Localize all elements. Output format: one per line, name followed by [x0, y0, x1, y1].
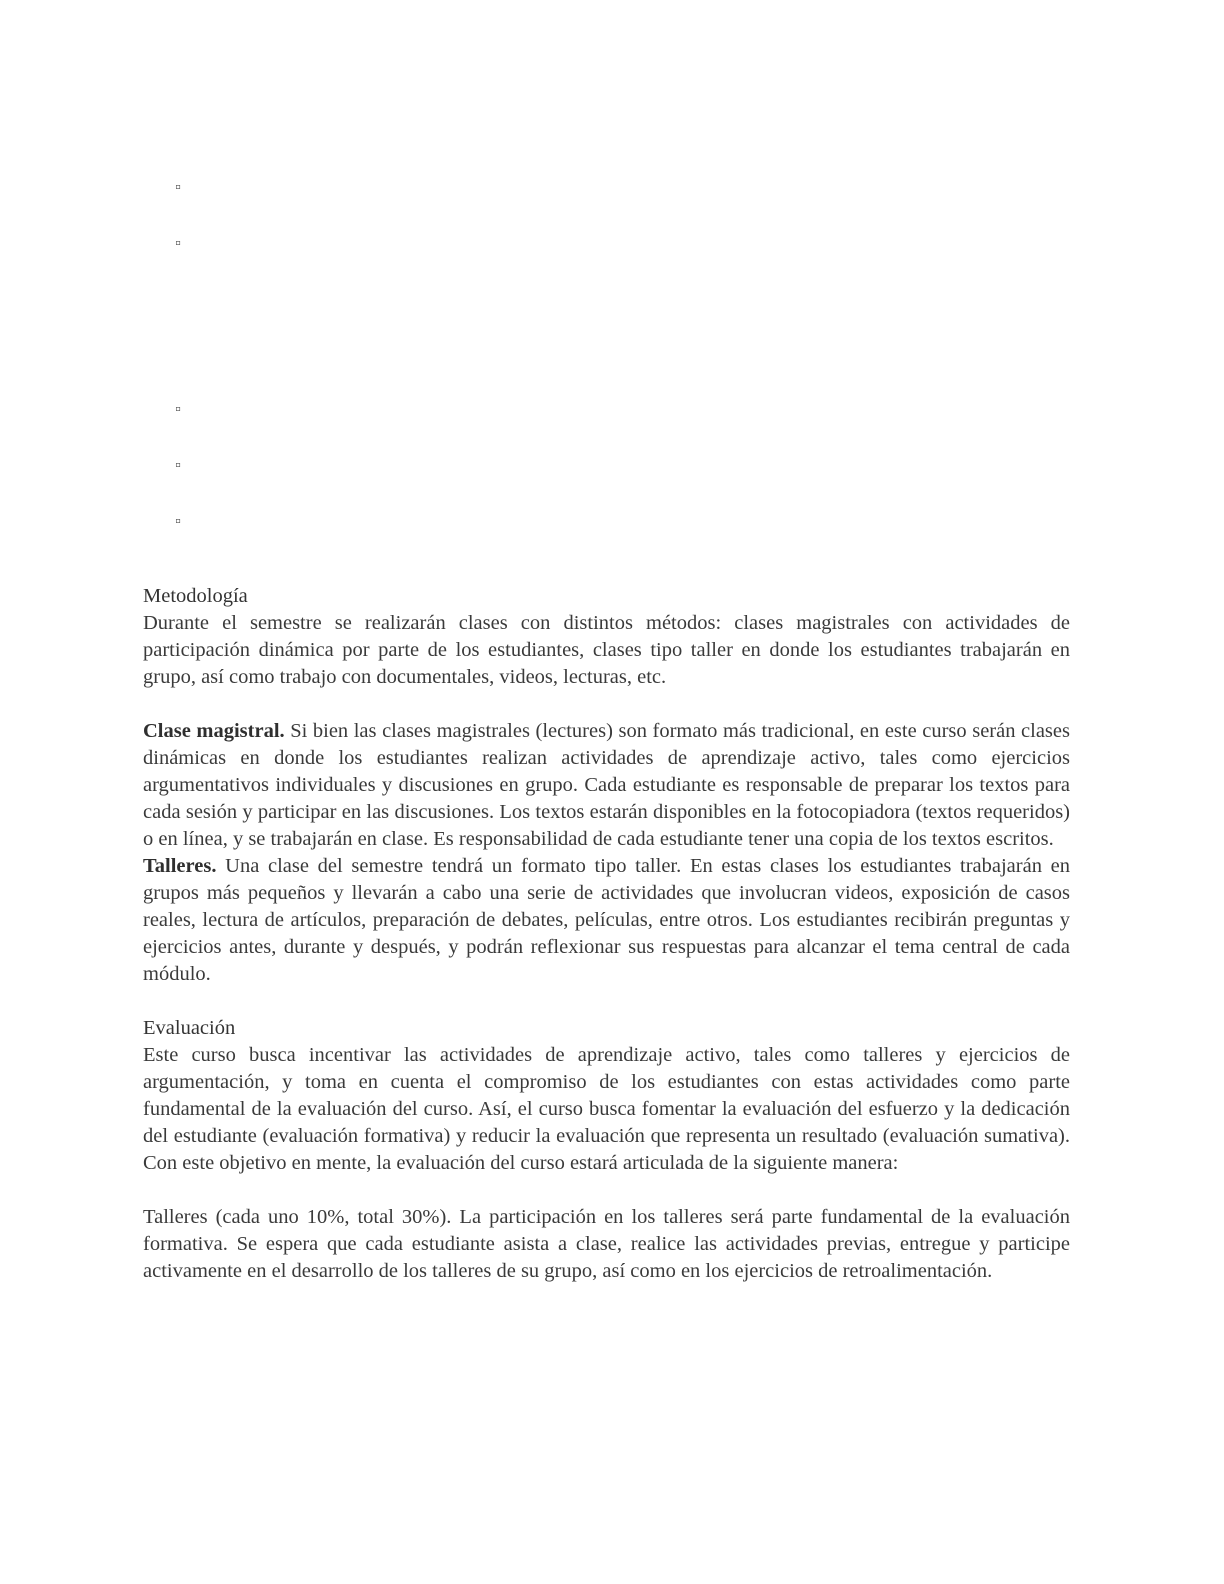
talleres-text: Una clase del semestre tendrá un formato tipo taller. En estas clases los estudiantes trabajarán en grupos más pequeños y llevarán a cabo una serie de actividades que involucran videos, exposición de casos reales, lectura de artículos, preparación de debates, películas, entre otros. Los estudiantes recibirán preguntas y ejercicios antes, durante y después, y podrán reflexionar sus respuestas para alcanzar el tema central de cada módulo.: [143, 855, 1070, 985]
clase-magistral-lead: Clase magistral.: [143, 720, 285, 742]
talleres-lead: Talleres.: [143, 855, 217, 877]
evaluacion-talleres-paragraph: Talleres (cada uno 10%, total 30%). La participación en los talleres será parte fundamental de la evaluación formativa. Se espera que cada estudiante asista a clase, realice las actividades previas, entregue y participe activamente en el desarrollo de los talleres de su grupo, así como en los ejercicios de retroalimentación.: [143, 1206, 1070, 1282]
evaluacion-paragraph: Este curso busca incentivar las actividades de aprendizaje activo, tales como talleres y ejercicios de argumentación, y toma en cuenta el compromiso de los estudiantes con estas actividades como parte fundamental de la evaluación del curso. Así, el curso busca fomentar la evaluación del esfuerzo y la dedicación del estudiante (evaluación formativa) y reducir la evaluación que representa un resultado (evaluación sumativa). Con este objetivo en mente, la evaluación del curso estará articulada de la siguiente manera:: [143, 1044, 1070, 1174]
document-body: [143, 583, 1070, 1285]
bullet-list: [168, 0, 1068, 560]
square-bullet-icon: ▫: [175, 457, 181, 474]
list-item: [168, 174, 1068, 198]
section-heading-evaluacion: Evaluación: [143, 1017, 236, 1039]
square-bullet-icon: ▫: [175, 401, 181, 418]
paragraph-spacer: [143, 691, 1070, 718]
square-bullet-icon: ▫: [175, 513, 181, 530]
clase-magistral-paragraph: [143, 718, 1070, 853]
list-item: [168, 452, 1068, 476]
square-bullet-icon: ▫: [175, 235, 181, 252]
square-bullet-icon: ▫: [175, 179, 181, 196]
paragraph-spacer: [143, 1177, 1070, 1204]
list-item: [168, 508, 1068, 532]
clase-magistral-text: Si bien las clases magistrales (lectures) son formato más tradicional, en este curso serán clases dinámicas en donde los estudiantes realizan actividades de aprendizaje activo, tales como ejercicios argumentativos individuales y discusiones en grupo. Cada estudiante es responsable de preparar los textos para cada sesión y participar en las discusiones. Los textos estarán disponibles en la fotocopiadora (textos requeridos) o en línea, y se trabajarán en clase. Es responsabilidad de cada estudiante tener una copia de los textos escritos.: [143, 720, 1070, 850]
talleres-paragraph: [143, 853, 1070, 988]
metodologia-paragraph: Durante el semestre se realizarán clases con distintos métodos: clases magistrales con actividades de participación dinámica por parte de los estudiantes, clases tipo taller en donde los estudiantes trabajarán en grupo, así como trabajo con documentales, videos, lecturas, etc.: [143, 612, 1070, 688]
list-item: [168, 396, 1068, 420]
paragraph-spacer: [143, 988, 1070, 1015]
list-item: [168, 230, 1068, 254]
section-heading-metodologia: Metodología: [143, 585, 248, 607]
